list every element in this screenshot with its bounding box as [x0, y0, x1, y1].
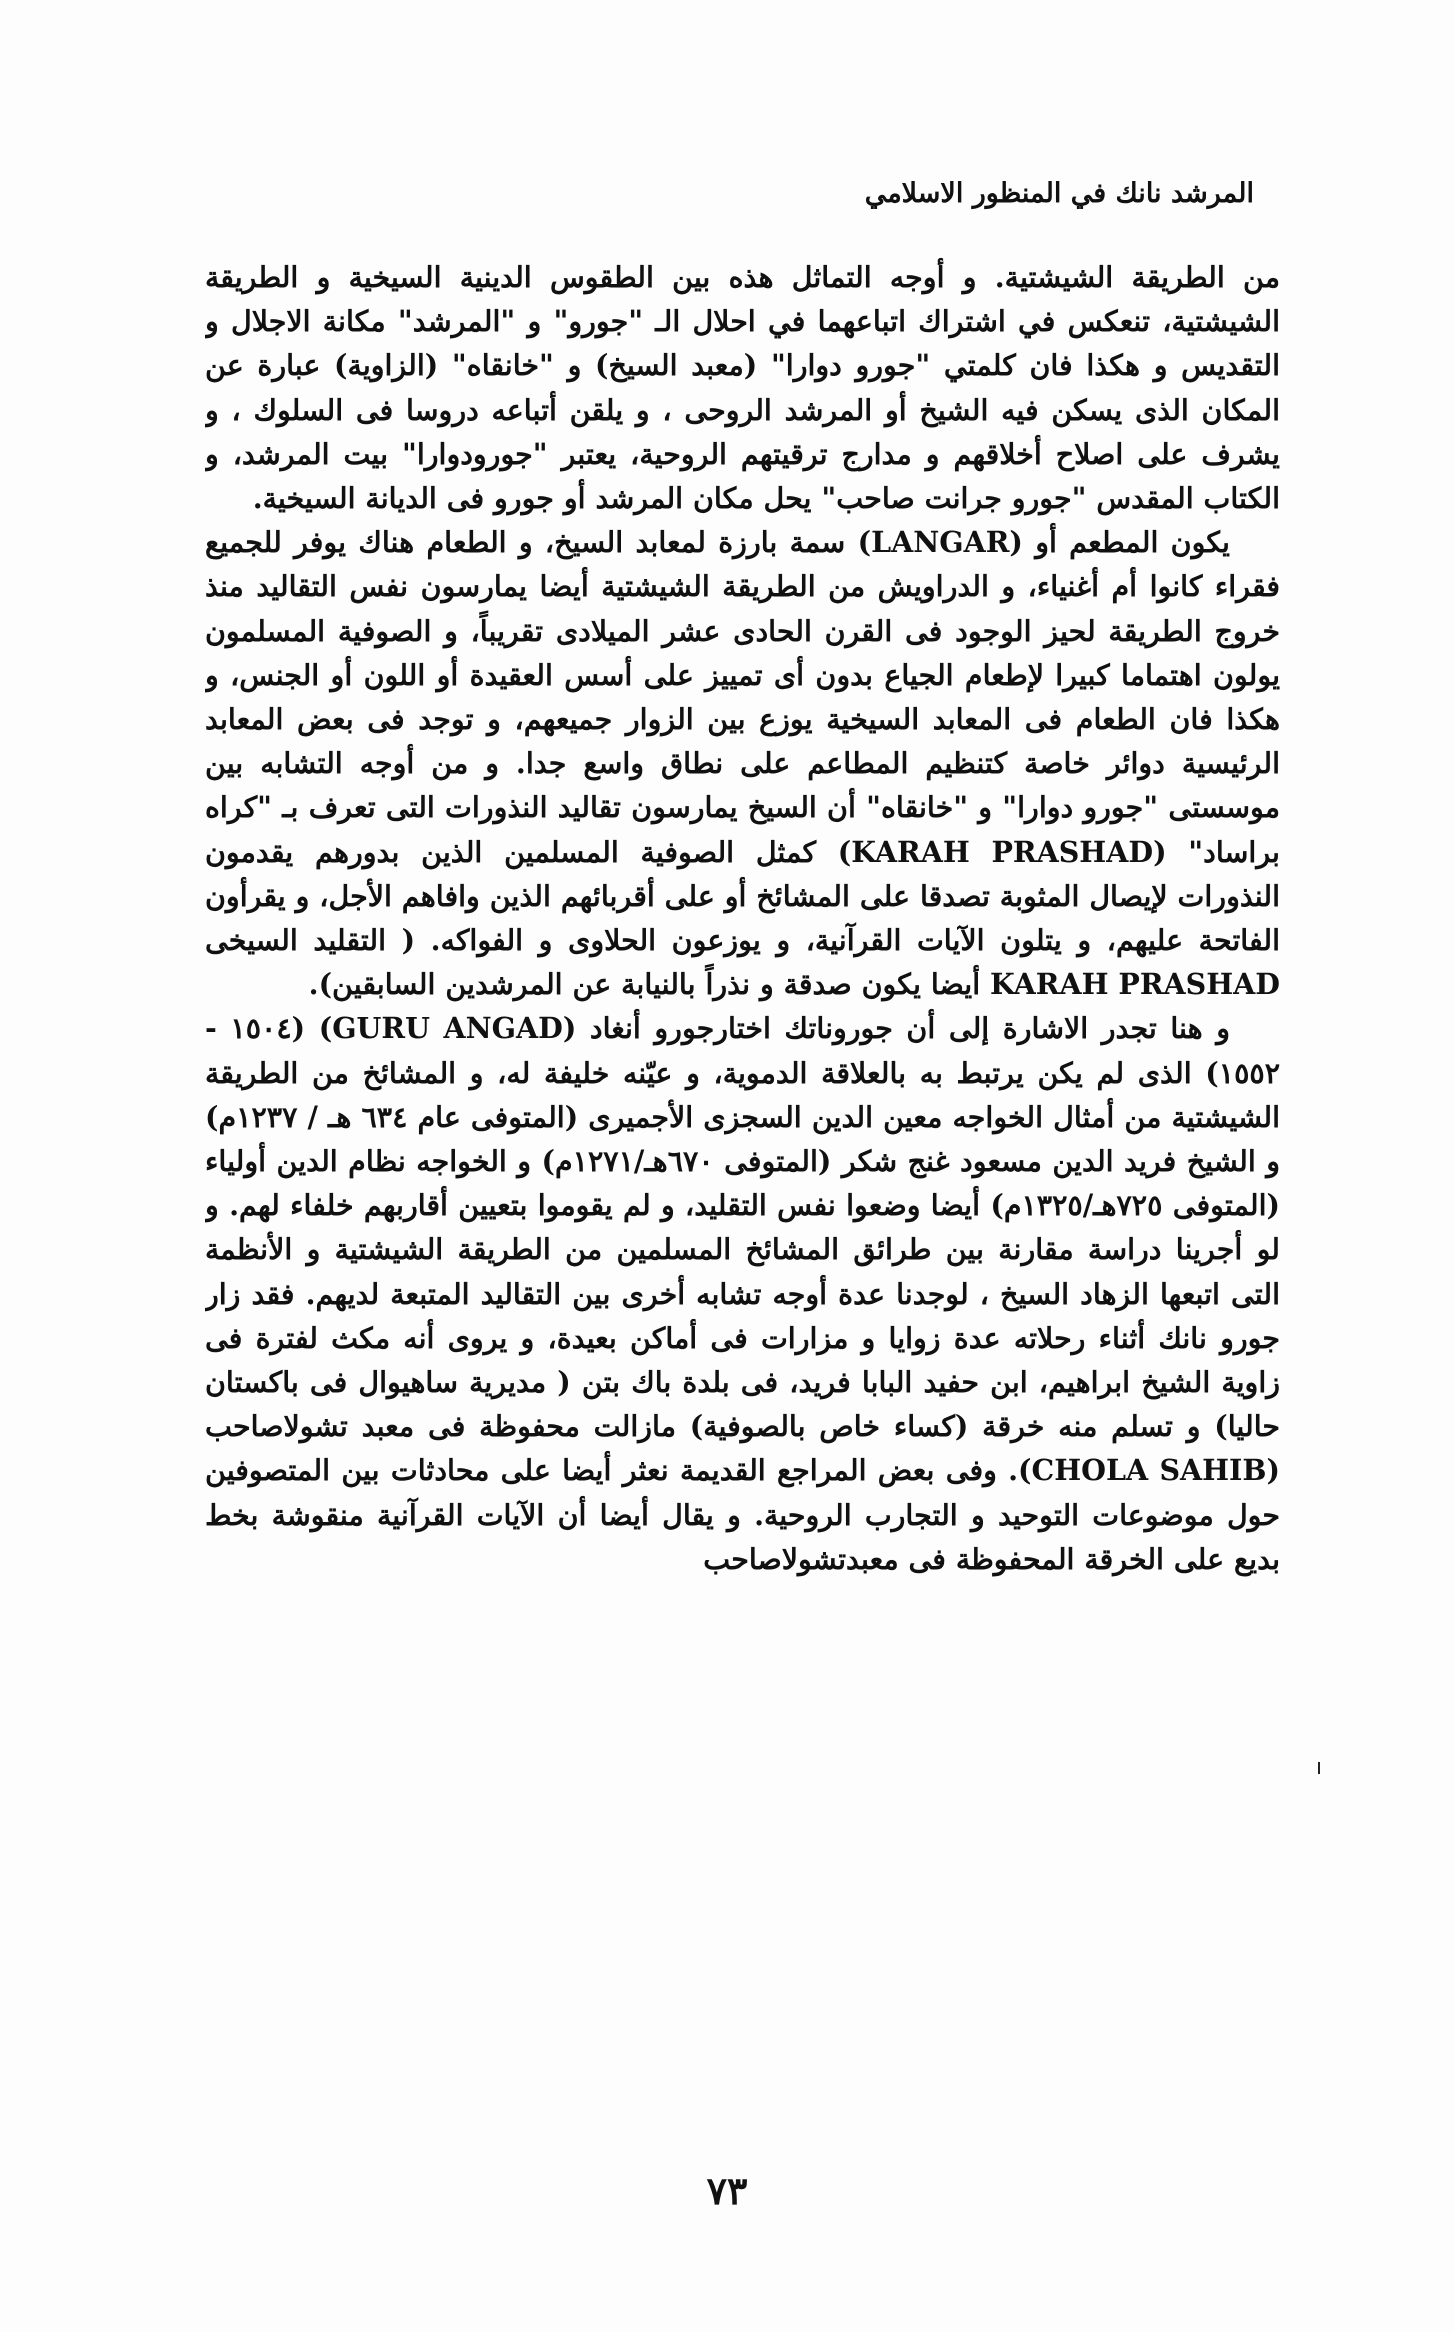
- paragraph-3: و هنا تجدر الاشارة إلى أن جوروناتك اختارجورو أنغاد (GURU ANGAD) (١٥٠٤ - ١٥٥٢) الذى لم يكن يرتبط به بالعلاقة الدموية، و عيّنه خليفة له، و المشائخ من الطريقة الشيشتية من أمثال الخواجه معين الدين السجزى الأجميرى (المتوفى عام ٦٣٤ هـ / ١٢٣٧م) و الشيخ فريد الدين مسعود غنج شكر (المتوفى ٦٧٠هـ/١٢٧١م) و الخواجه نظام الدين أولياء (المتوفى ٧٢٥هـ/١٣٢٥م) أيضا وضعوا نفس التقليد، و لم يقوموا بتعيين أقاربهم خلفاء لهم. و لو أجرينا دراسة مقارنة بين طرائق المشائخ المسلمين من الطريقة الشيشتية و الأنظمة التى اتبعها الزهاد السيخ ، لوجدنا عدة أوجه تشابه أخرى بين التقاليد المتبعة لديهم. فقد زار جورو نانك أثناء رحلاته عدة زوايا و مزارات فى أماكن بعيدة، و يروى أنه مكث لفترة فى زاوية الشيخ ابراهيم، ابن حفيد البابا فريد، فى بلدة باك بتن ( مديرية ساهيوال فى باكستان حاليا) و تسلم منه خرقة (كساء خاص بالصوفية) مازالت محفوظة فى معبد تشولاصاحب (CHOLA SAHIB). وفى بعض المراجع القديمة نعثر أيضا على محادثات بين المتصوفين حول موضوعات التوحيد و التجارب الروحية. و يقال أيضا أن الآيات القرآنية منقوشة بخط بديع على الخرقة المحفوظة فى معبدتشولاصاحب: [205, 1011, 1280, 1576]
- body-text: [205, 255, 1280, 2125]
- paragraph-2: يكون المطعم أو (LANGAR) سمة بارزة لمعابد السيخ، و الطعام هناك يوفر للجميع فقراء كانوا أم أغنياء، و الدراويش من الطريقة الشيشتية أيضا يمارسون نفس التقاليد منذ خروج الطريقة لحيز الوجود فى القرن الحادى عشر الميلادى تقريباً، و الصوفية المسلمون يولون اهتماما كبيرا لإطعام الجياع بدون أى تمييز على أسس العقيدة أو اللون أو الجنس، و هكذا فان الطعام فى المعابد السيخية يوزع بين الزوار جميعهم، و توجد فى بعض المعابد الرئيسية دوائر خاصة كتنظيم المطاعم على نطاق واسع جدا. و من أوجه التشابه بين موسستى "جورو دوارا" و "خانقاه" أن السيخ يمارسون تقاليد النذورات التى تعرف بـ "كراه براساد" (KARAH PRASHAD) كمثل الصوفية المسلمين الذين بدورهم يقدمون النذورات لإيصال المثوبة تصدقا على المشائخ أو على أقربائهم الذين وافاهم الأجل، و يقرأون الفاتحة عليهم، و يتلون الآيات القرآنية، و يوزعون الحلاوى و الفواكه. ( التقليد السيخى KARAH PRASHAD أيضا يكون صدقة و نذراً بالنيابة عن المرشدين السابقين).: [205, 525, 1280, 1002]
- running-header: المرشد نانك في المنظور الاسلامي: [864, 178, 1254, 209]
- margin-mark: [1318, 1762, 1320, 1774]
- paragraph-1: من الطريقة الشيشتية. و أوجه التماثل هذه بين الطقوس الدينية السيخية و الطريقة الشيشتية، تنعكس في اشتراك اتباعهما في احلال الـ "جورو" و "المرشد" مكانة الاجلال و التقديس و هكذا فان كلمتي "جورو دوارا" (معبد السيخ) و "خانقاه" (الزاوية) عبارة عن المكان الذى يسكن فيه الشيخ أو المرشد الروحى ، و يلقن أتباعه دروسا فى السلوك ، و يشرف على اصلاح أخلاقهم و مدارج ترقيتهم الروحية، يعتبر "جورودوارا" بيت المرشد، و الكتاب المقدس "جورو جرانت صاحب" يحل مكان المرشد أو جورو فى الديانة السيخية.: [205, 260, 1280, 516]
- page-number: ٧٣: [706, 2168, 748, 2213]
